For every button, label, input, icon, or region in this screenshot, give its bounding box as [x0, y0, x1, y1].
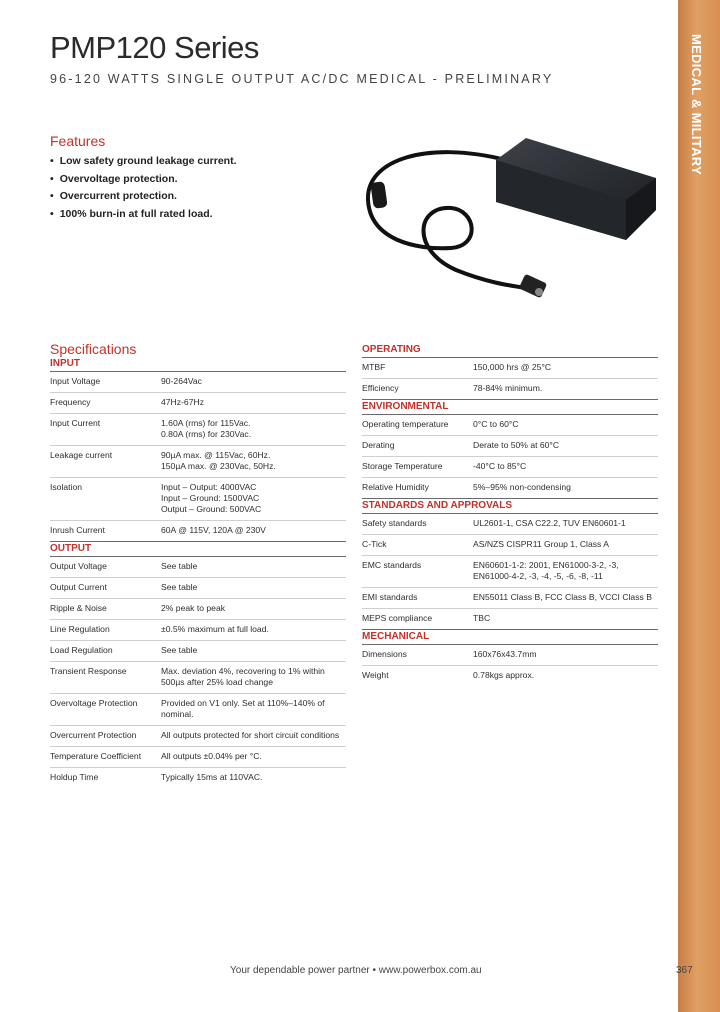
- spec-value: All outputs ±0.04% per °C.: [161, 751, 262, 761]
- spec-label: Overvoltage Protection: [50, 698, 138, 708]
- spec-value: -40°C to 85°C: [473, 461, 527, 471]
- spec-row: [362, 666, 658, 686]
- spec-row: [50, 478, 346, 521]
- spec-value: EN55011 Class B, FCC Class B, VCCI Class B: [473, 592, 652, 602]
- spec-value: 90-264Vac: [161, 376, 202, 386]
- spec-row: [362, 436, 658, 457]
- spec-label: Isolation: [50, 482, 83, 492]
- spec-value: Max. deviation 4%, recovering to 1% within 500µs after 25% load change: [161, 666, 325, 687]
- spec-label: Temperature Coefficient: [50, 751, 142, 761]
- spec-row: [362, 645, 658, 666]
- spec-value: 90µA max. @ 115Vac, 60Hz. 150µA max. @ 230Vac, 50Hz.: [161, 450, 276, 471]
- spec-row: [50, 372, 346, 393]
- feature-item: • Low safety ground leakage current.: [50, 153, 236, 171]
- spec-value: EN60601-1-2: 2001, EN61000-3-2, -3, EN61000-4-2, -3, -4, -5, -6, -8, -11: [473, 560, 619, 581]
- spec-value: ±0.5% maximum at full load.: [161, 624, 269, 634]
- spec-value: Derate to 50% at 60°C: [473, 440, 560, 450]
- spec-value: All outputs protected for short circuit conditions: [161, 730, 340, 740]
- spec-column-left: [50, 357, 346, 788]
- spec-row: [362, 415, 658, 436]
- spec-value: Provided on V1 only. Set at 110%–140% of nominal.: [161, 698, 325, 719]
- spec-row: [50, 747, 346, 768]
- spec-row: [50, 694, 346, 726]
- spec-label: Ripple & Noise: [50, 603, 107, 613]
- spec-label: Derating: [362, 440, 395, 450]
- spec-label: MTBF: [362, 362, 386, 372]
- spec-label: Output Voltage: [50, 561, 107, 571]
- spec-label: Storage Temperature: [362, 461, 443, 471]
- spec-row: [362, 609, 658, 630]
- spec-label: Load Regulation: [50, 645, 113, 655]
- spec-row: [362, 535, 658, 556]
- mechanical-section-heading: MECHANICAL: [362, 630, 658, 645]
- section-tab-label: MEDICAL & MILITARY: [689, 34, 704, 175]
- spec-row: [50, 620, 346, 641]
- spec-label: EMI standards: [362, 592, 418, 602]
- spec-value: 1.60A (rms) for 115Vac. 0.80A (rms) for 230Vac.: [161, 418, 252, 439]
- spec-value: UL2601-1, CSA C22.2, TUV EN60601-1: [473, 518, 626, 528]
- spec-row: [50, 641, 346, 662]
- spec-value: 0°C to 60°C: [473, 419, 519, 429]
- spec-row: [362, 457, 658, 478]
- spec-row: [50, 599, 346, 620]
- spec-row: [50, 726, 346, 747]
- spec-label: Dimensions: [362, 649, 407, 659]
- spec-label: Output Current: [50, 582, 107, 592]
- spec-label: Operating temperature: [362, 419, 449, 429]
- spec-row: [362, 588, 658, 609]
- spec-value: 2% peak to peak: [161, 603, 226, 613]
- spec-value: Typically 15ms at 110VAC.: [161, 772, 263, 782]
- spec-row: [362, 379, 658, 400]
- footer-tagline: Your dependable power partner • www.powerbox.com.au: [230, 965, 482, 976]
- spec-row: [50, 446, 346, 478]
- operating-section-heading: OPERATING: [362, 343, 658, 358]
- spec-label: Input Current: [50, 418, 101, 428]
- spec-label: Leakage current: [50, 450, 113, 460]
- specifications-heading: Specifications: [50, 341, 137, 357]
- spec-label: Holdup Time: [50, 772, 99, 782]
- input-section-heading: INPUT: [50, 357, 346, 372]
- spec-label: Input Voltage: [50, 376, 101, 386]
- spec-value: 78-84% minimum.: [473, 383, 543, 393]
- page-number: 367: [676, 965, 693, 976]
- page-title: PMP120 Series: [50, 30, 259, 65]
- spec-label: EMC standards: [362, 560, 422, 570]
- spec-row: [50, 768, 346, 788]
- spec-row: [362, 514, 658, 535]
- spec-label: Weight: [362, 670, 389, 680]
- spec-value: 47Hz-67Hz: [161, 397, 204, 407]
- spec-row: [50, 578, 346, 599]
- spec-row: [50, 414, 346, 446]
- feature-item: • Overvoltage protection.: [50, 171, 236, 189]
- spec-label: Safety standards: [362, 518, 427, 528]
- power-adapter-photo: [356, 130, 666, 300]
- feature-item: • Overcurrent protection.: [50, 188, 236, 206]
- spec-row: [50, 557, 346, 578]
- spec-label: Efficiency: [362, 383, 399, 393]
- spec-column-right: [362, 343, 658, 686]
- environmental-section-heading: ENVIRONMENTAL: [362, 400, 658, 415]
- spec-label: Line Regulation: [50, 624, 110, 634]
- spec-value: Input – Output: 4000VAC Input – Ground: 1500VAC Output – Ground: 500VAC: [161, 482, 262, 514]
- output-section-heading: OUTPUT: [50, 542, 346, 557]
- spec-row: [362, 478, 658, 499]
- feature-item: • 100% burn-in at full rated load.: [50, 206, 236, 224]
- spec-label: Relative Humidity: [362, 482, 429, 492]
- standards-section-heading: STANDARDS AND APPROVALS: [362, 499, 658, 514]
- spec-value: 150,000 hrs @ 25°C: [473, 362, 552, 372]
- spec-value: 5%–95% non-condensing: [473, 482, 571, 492]
- spec-row: [50, 662, 346, 694]
- spec-value: TBC: [473, 613, 491, 623]
- spec-row: [362, 556, 658, 588]
- spec-value: See table: [161, 645, 198, 655]
- spec-label: C-Tick: [362, 539, 387, 549]
- features-list: [50, 153, 236, 223]
- spec-label: MEPS compliance: [362, 613, 433, 623]
- page-subtitle: 96-120 WATTS SINGLE OUTPUT AC/DC MEDICAL - PRELIMINARY: [50, 72, 554, 86]
- spec-label: Inrush Current: [50, 525, 105, 535]
- spec-value: 60A @ 115V, 120A @ 230V: [161, 525, 266, 535]
- spec-row: [50, 521, 346, 542]
- spec-value: AS/NZS CISPR11 Group 1, Class A: [473, 539, 609, 549]
- spec-label: Frequency: [50, 397, 91, 407]
- spec-value: See table: [161, 561, 198, 571]
- spec-label: Overcurrent Protection: [50, 730, 137, 740]
- features-heading: Features: [50, 133, 106, 149]
- spec-value: 0.78kgs approx.: [473, 670, 535, 680]
- spec-label: Transient Response: [50, 666, 127, 676]
- spec-value: 160x76x43.7mm: [473, 649, 537, 659]
- spec-row: [362, 358, 658, 379]
- spec-row: [50, 393, 346, 414]
- spec-value: See table: [161, 582, 198, 592]
